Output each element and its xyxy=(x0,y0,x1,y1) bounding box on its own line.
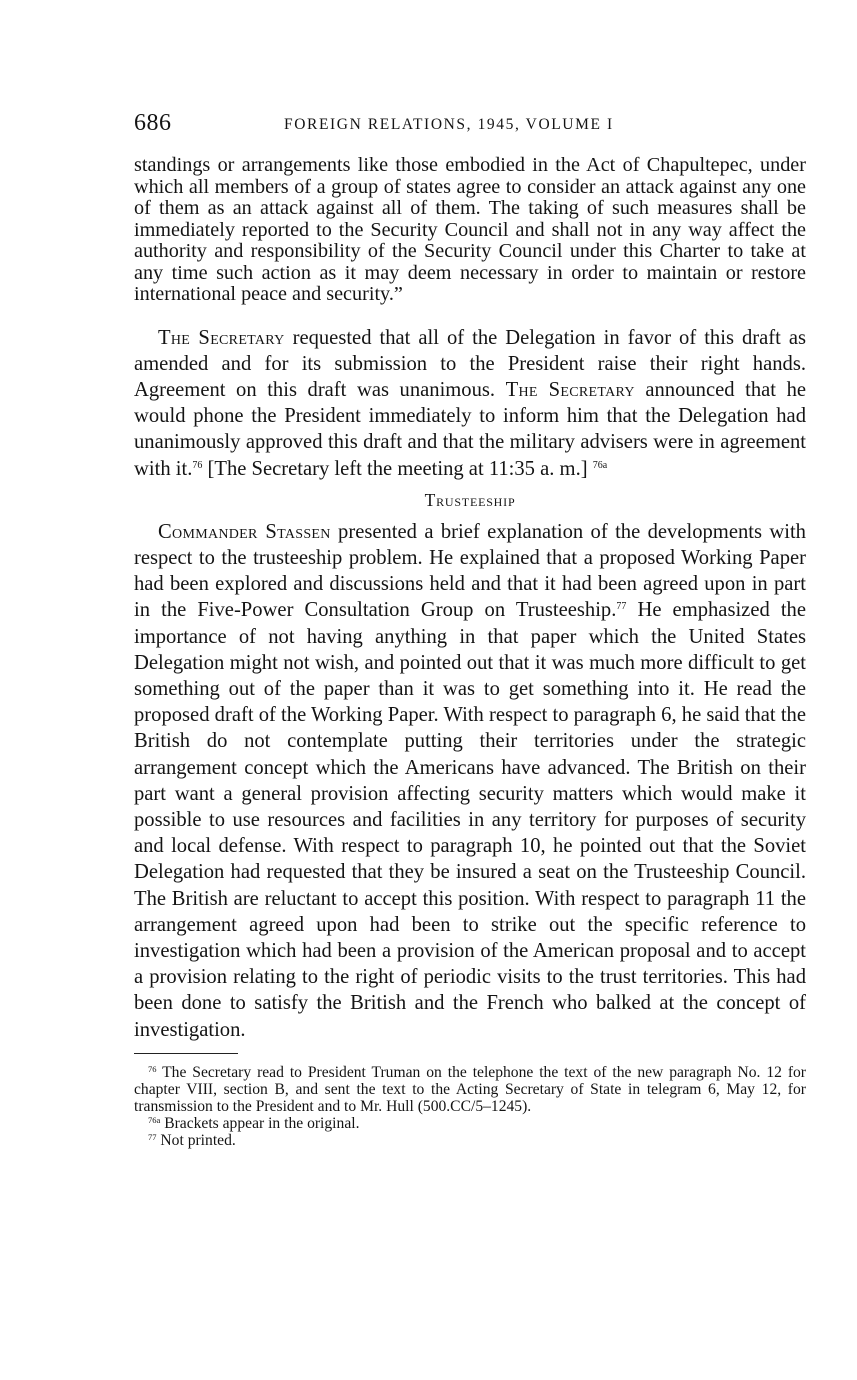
footnote-ref-76a: 76a xyxy=(592,459,608,471)
section-heading: Trusteeship xyxy=(424,489,516,510)
paragraph-text: announced that he would phone the President immediately to inform him that the Delegation had unanimously approved this draft and that the military advisers were in agreement with it. xyxy=(134,378,807,480)
paragraph-text: requested that all of the Delegation in favor of this draft as amended and for its submission to the President raise their right hands. Agreement on this draft was unanimous. xyxy=(134,326,806,401)
stassen-paragraph xyxy=(134,519,806,1043)
secretary-paragraph xyxy=(134,325,806,482)
footnote-marker: 76a xyxy=(148,1114,161,1125)
footnote-divider xyxy=(134,1053,238,1054)
paragraph-text: [The Secretary left the meeting at 11:35 a. m.] xyxy=(202,457,593,480)
footnotes xyxy=(134,1064,806,1149)
footnote-77 xyxy=(134,1132,806,1149)
speaker-secretary: The Secretary xyxy=(158,326,285,349)
footnote-76 xyxy=(134,1064,806,1115)
footnote-76a xyxy=(134,1115,806,1132)
page-number: 686 xyxy=(134,110,172,136)
footnote-text: The Secretary read to President Truman on the telephone the text of the new paragraph No. 12 for chapter VIII, section B, and sent the text to the Acting Secretary of State in telegram 6, May 12, for transmission to the President and to Mr. Hull (500.CC/5–1245). xyxy=(134,1063,807,1115)
running-title: FOREIGN RELATIONS, 1945, VOLUME I xyxy=(284,116,614,133)
footnote-marker: 76 xyxy=(148,1063,157,1074)
speaker-stassen: Commander Stassen xyxy=(158,520,331,543)
footnote-text: Not printed. xyxy=(160,1131,236,1149)
footnote-marker: 77 xyxy=(148,1131,157,1142)
running-head xyxy=(134,110,806,144)
quoted-charter-text: standings or arrangements like those embodied in the Act of Chapultepec, under which all members of a group of states agree to consider an attack against any one of them as an attack against all of them. The taking of such measures shall be immediately reported to the Security Council and shall not in any way affect the authority and responsibility of the Security Council under this Charter to take at any time such action as it may deem necessary in order to maintain or restore international peace and security.” xyxy=(134,154,806,305)
footnote-text: Brackets appear in the original. xyxy=(164,1114,360,1132)
footnote-ref-76: 76 xyxy=(192,459,203,471)
document-page xyxy=(134,110,806,1149)
paragraph-text: He emphasized the importance of not having anything in that paper which the United States Delegation might not wish, and pointed out that it was much more difficult to get something out of the paper than it was to get something into it. He read the proposed draft of the Working Paper. With respect to paragraph 6, he said that the British do not contemplate putting their territories under the strategic arrangement concept which the Americans have advanced. The British on their part want a general provision affecting security matters which would make it possible to use resources and facilities in any territory for purposes of security and local defense. With respect to paragraph 10, he pointed out that the Soviet Delegation had requested that they be insured a seat on the Trusteeship Council. The British are reluctant to accept this position. With respect to paragraph 11 the arrangement agreed upon had been to strike out the specific reference to investigation which had been a provision of the American proposal and to accept a provision relating to the right of periodic visits to the trust territories. This had been done to satisfy the British and the French who balked at the concept of investigation. xyxy=(134,599,806,1041)
paragraph-text: presented a brief explanation of the developments with respect to the trusteeship problem. He explained that a proposed Working Paper had been explored and discussions held and that it had been agreed upon in part in the Five-Power Consultation Group on Trusteeship. xyxy=(134,520,806,622)
footnote-ref-77: 77 xyxy=(616,601,627,613)
speaker-secretary: The Secretary xyxy=(505,378,635,401)
